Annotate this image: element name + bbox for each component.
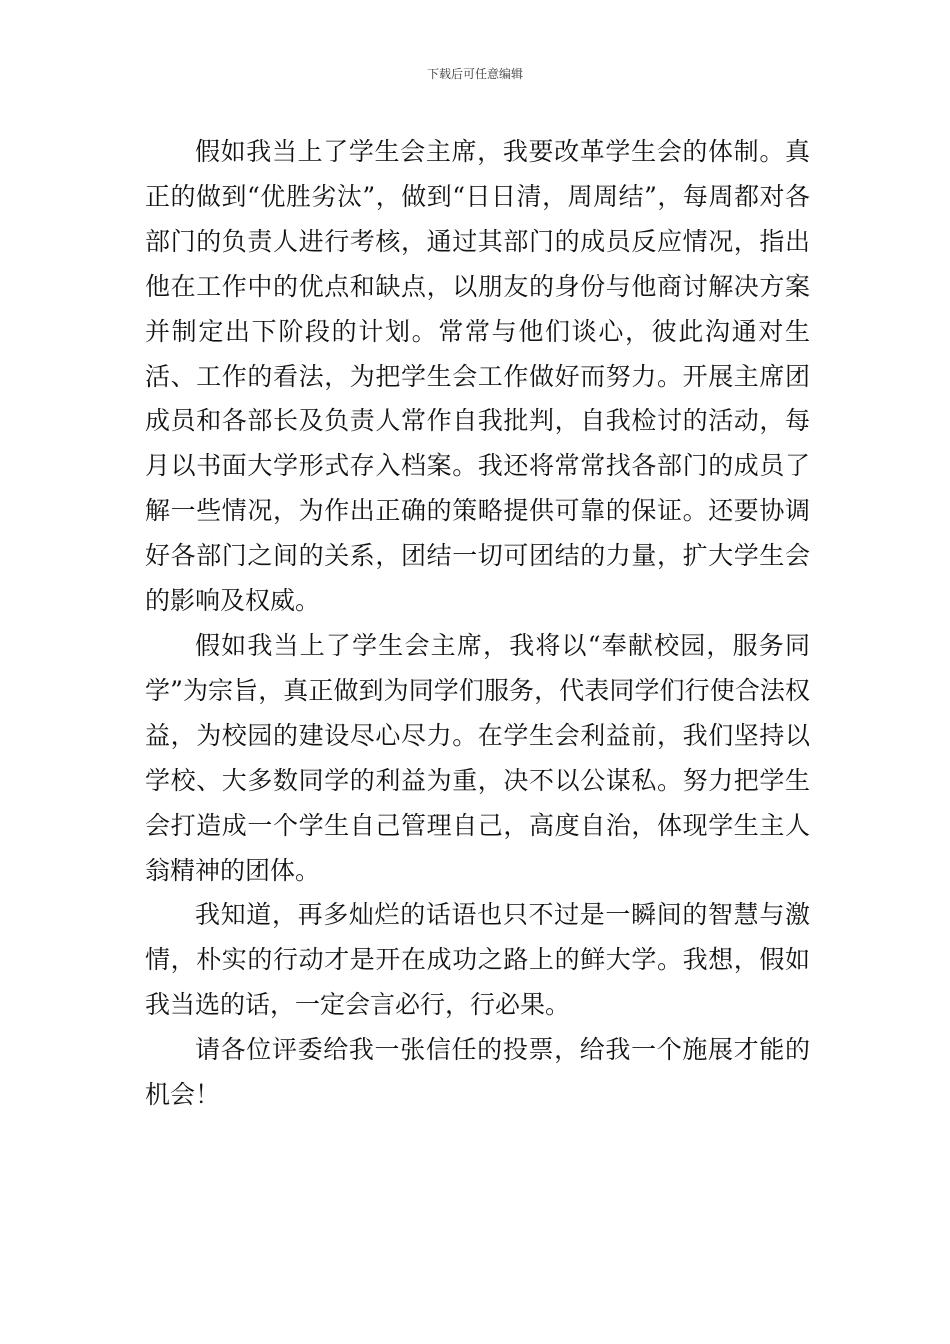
paragraph-4: 请各位评委给我一张信任的投票，给我一个施展才能的机会！ (145, 1035, 810, 1110)
paragraph-3: 我知道，再多灿烂的话语也只不过是一瞬间的智慧与激情，朴实的行动才是开在成功之路上的鲜大学。我想，假如我当选的话，一定会言必行，行必果。 (145, 900, 810, 1020)
document-body (145, 130, 810, 1118)
page-header: 下载后可任意编辑 (426, 67, 523, 81)
paragraph-1: 假如我当上了学生会主席，我要改革学生会的体制。真正的做到“优胜劣汰”，做到“日日清，周周结”，每周都对各部门的负责人进行考核，通过其部门的成员反应情况，指出他在工作中的优点和缺点，以朋友的身份与他商讨解决方案并制定出下阶段的计划。常常与他们谈心，彼此沟通对生活、工作的看法，为把学生会工作做好而努力。开展主席团成员和各部长及负责人常作自我批判，自我检讨的活动，每月以书面大学形式存入档案。我还将常常找各部门的成员了解一些情况，为作出正确的策略提供可靠的保证。还要协调好各部门之间的关系，团结一切可团结的力量，扩大学生会的影响及权威。 (145, 137, 810, 616)
paragraph-2: 假如我当上了学生会主席，我将以“奉献校园，服务同学”为宗旨，真正做到为同学们服务，代表同学们行使合法权益，为校园的建设尽心尽力。在学生会利益前，我们坚持以学校、大多数同学的利益为重，决不以公谋私。努力把学生会打造成一个学生自己管理自己，高度自治，体现学生主人翁精神的团体。 (145, 630, 810, 885)
